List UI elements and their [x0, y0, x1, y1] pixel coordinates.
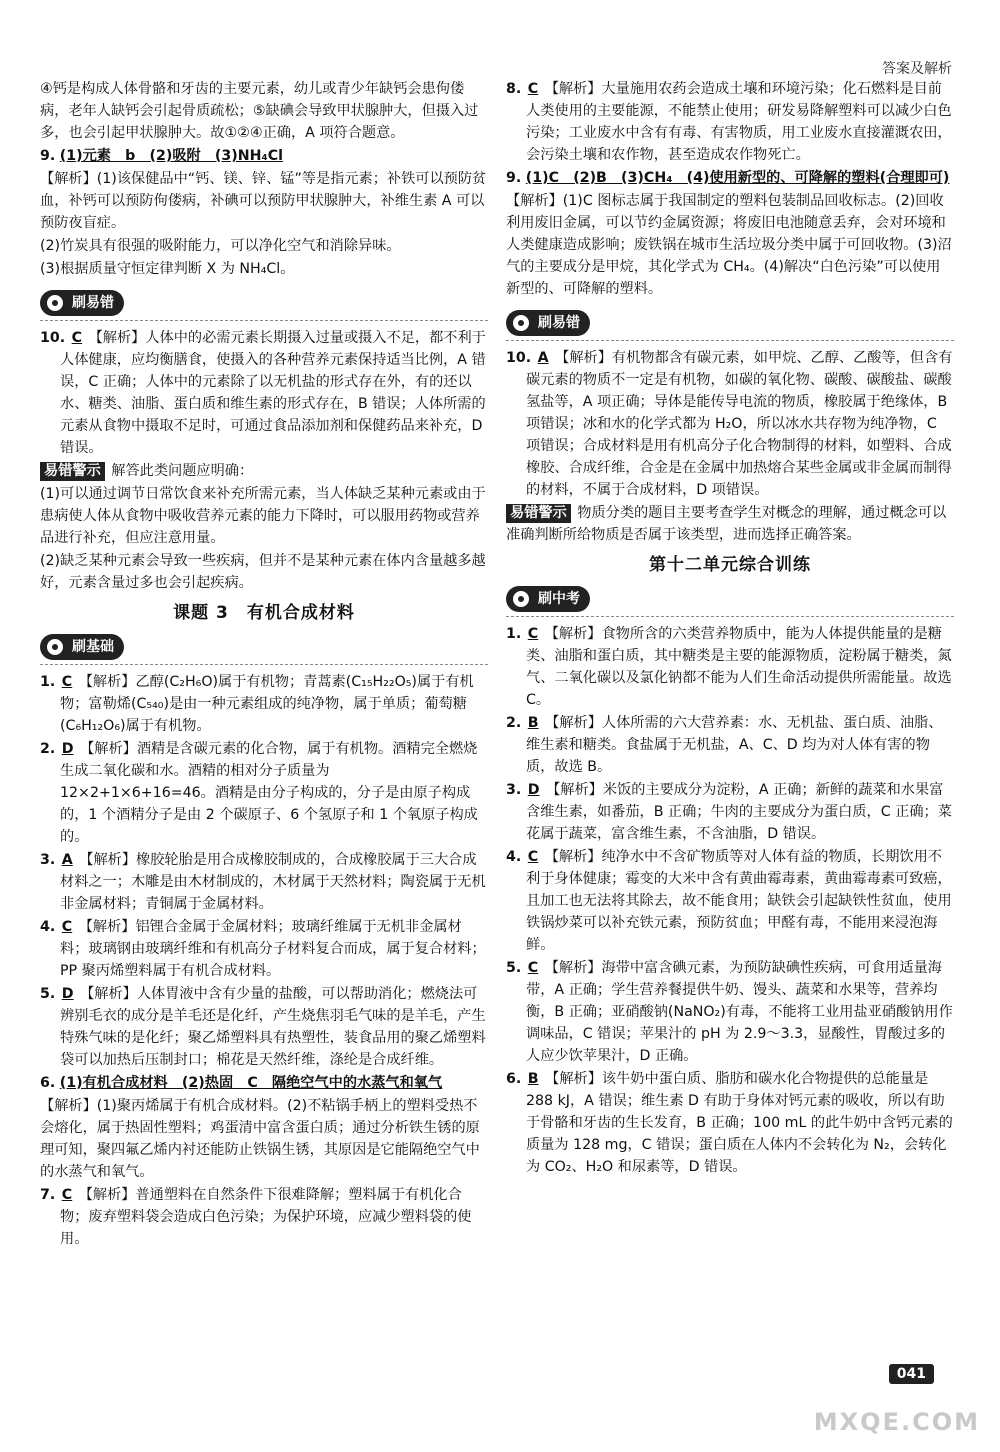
- section-banner: [40, 630, 488, 665]
- banner-label: 刷易错: [72, 295, 114, 311]
- answer-6: [40, 1072, 488, 1094]
- answer-key: (1)C (2)B (3)CH₄ (4)使用新型的、可降解的塑料(合理即可): [525, 170, 950, 186]
- answer-8: [506, 78, 954, 166]
- answer-key: C: [61, 1187, 73, 1203]
- warning-text: 解答此类问题应明确：: [111, 463, 254, 479]
- answer-number: 1.: [506, 626, 522, 642]
- warning-point: (2)缺乏某种元素会导致一些疾病，但并不是某种元素在体内含量越多越好，元素含量过多也会引起疾病。: [40, 553, 486, 591]
- answer-key: A: [61, 852, 73, 868]
- answer-10: [40, 327, 488, 459]
- answer-number: 8.: [506, 81, 522, 97]
- answer-10: [506, 347, 954, 501]
- answer-2: [40, 738, 488, 848]
- answer-6: [506, 1068, 954, 1178]
- warning-text: 物质分类的题目主要考查学生对概念的理解，通过概念可以准确判断所给物质是否属于该类型，进而选择正确答案。: [506, 505, 947, 543]
- answer-text: 【解析】食物所含的六类营养物质中，能为人体提供能量的是糖类、油脂和蛋白质，其中糖类是主要的能源物质，淀粉属于糖类，氮气、二氧化碳以及氯化钠都不能为人们生命活动提供所需能量。故选 C。: [526, 626, 952, 708]
- answer-number: 7.: [40, 1187, 56, 1203]
- warning-tag: 易错警示: [40, 462, 105, 481]
- banner-badge: [506, 586, 590, 612]
- banner-label: 刷易错: [538, 315, 580, 331]
- watermark: MXQE.COM: [813, 1408, 980, 1436]
- analysis-paragraph: 【解析】(1)聚丙烯属于有机合成材料。(2)不粘锅手柄上的塑料受热不会熔化，属于热固性塑料；鸡蛋清中富含蛋白质；通过分析铁生锈的原理可知，聚四氟乙烯内衬还能防止铁锅生锈，其原因是它能隔绝空气中的水蒸气和氧气。: [40, 1098, 480, 1180]
- answer-number: 9.: [506, 170, 522, 186]
- answer-key: C: [527, 81, 539, 97]
- answer-5: [506, 957, 954, 1067]
- page-number: 041: [889, 1364, 934, 1384]
- answer-number: 3.: [40, 852, 56, 868]
- answer-9: [506, 167, 954, 189]
- banner-badge: [506, 310, 590, 336]
- section-title: 课题 3 有机合成材料: [173, 603, 355, 623]
- answer-text: 【解析】人体胃液中含有少量的盐酸，可以帮助消化；燃烧法可辨别毛衣的成分是羊毛还是化纤，产生烧焦羽毛气味的是羊毛，产生特殊气味的是化纤；聚乙烯塑料具有热塑性，装食品用的聚乙烯塑料袋可以加热后压制封口；棉花是天然纤维，涤纶是合成纤维。: [60, 986, 486, 1068]
- section-banner: [40, 286, 488, 321]
- answer-key: C: [527, 849, 539, 865]
- answer-9: [40, 145, 488, 167]
- answer-text: 【解析】人体所需的六大营养素：水、无机盐、蛋白质、油脂、维生素和糖类。食盐属于无机盐，A、C、D 均为对人体有害的物质，故选 B。: [526, 715, 943, 775]
- answer-3: [506, 779, 954, 845]
- answer-text: 【解析】纯净水中不含矿物质等对人体有益的物质，长期饮用不利于身体健康；霉变的大米中含有黄曲霉毒素，黄曲霉毒素可致癌，且加工也无法将其除去，故不能食用；缺铁会引起缺铁性贫血，使用铁锅炒菜可以补充铁元素，预防贫血；甲醛有毒，不能用来浸泡海鲜。: [526, 849, 952, 953]
- answer-key: A: [537, 350, 549, 366]
- answer-key: D: [61, 986, 74, 1002]
- warning-block: [506, 502, 954, 546]
- answer-key: C: [71, 330, 83, 346]
- answer-number: 2.: [40, 741, 56, 757]
- answer-text: 【解析】铝锂合金属于金属材料；玻璃纤维属于无机非金属材料；玻璃钢由玻璃纤维和有机高分子材料复合而成，属于复合材料；PP 聚丙烯塑料属于有机合成材料。: [60, 919, 486, 979]
- analysis-paragraph: 【解析】(1)C 图标志属于我国制定的塑料包装制品回收标志。(2)回收利用废旧金属，可以节约金属资源；将废旧电池随意丢弃，会对环境和人类健康造成影响；废铁锅在城市生活垃圾分类中属于可回收物。(3)沼气的主要成分是甲烷，其化学式为 CH₄。(4)解决“白色污染”可以使用新型的、可降解的塑料。: [506, 193, 952, 297]
- banner-badge: [40, 634, 124, 660]
- answer-number: 3.: [506, 782, 522, 798]
- answer-text: 【解析】该牛奶中蛋白质、脂肪和碳水化合物提供的总能量是 288 kJ，A 错误；维生素 D 有助于身体对钙元素的吸收，所以有助于骨骼和牙齿的生长发育，B 正确；100 mL 的此牛奶中含钙元素的质量为 128 mg，C 错误；蛋白质在人体内不会转化为 N₂，会转化为 CO₂、H₂O 和尿素等，D 错误。: [526, 1071, 953, 1175]
- answer-number: 4.: [40, 919, 56, 935]
- answer-text: 【解析】乙醇(C₂H₆O)属于有机物；青蒿素(C₁₅H₂₂O₅)属于有机物；富勒烯(C₅₄₀)是由一种元素组成的纯净物，属于单质；葡萄糖(C₆H₁₂O₆)属于有机物。: [60, 674, 474, 734]
- answer-text: 【解析】有机物都含有碳元素，如甲烷、乙醇、乙酸等，但含有碳元素的物质不一定是有机物，如碳的氧化物、碳酸、碳酸盐、碳酸氢盐等，A 项正确；导体是能传导电流的物质，橡胶属于绝缘体，B 项错误；冰和水的化学式都为 H₂O，所以冰水共存物为纯净物，C 项错误；合成材料是用有机高分子化合物制得的材料，如塑料、合成橡胶、合成纤维，合金是在金属中加热熔合某些金属或非金属而制得的材料，不属于合成材料，D 项错误。: [526, 350, 953, 498]
- answer-key: C: [527, 960, 539, 976]
- answer-number: 5.: [40, 986, 56, 1002]
- answer-number: 2.: [506, 715, 522, 731]
- answer-7: [40, 1184, 488, 1250]
- answer-key: (1)有机合成材料 (2)热固 C 隔绝空气中的水蒸气和氧气: [59, 1075, 443, 1091]
- answer-key: B: [527, 1071, 539, 1087]
- answer-number: 9.: [40, 148, 56, 164]
- section-title: 第十二单元综合训练: [649, 555, 811, 575]
- warning-block: [40, 460, 488, 482]
- wheel-icon: [510, 588, 532, 610]
- analysis-paragraph: 【解析】(1)该保健品中“钙、镁、锌、锰”等是指元素；补铁可以预防贫血，补钙可以预防佝偻病，补碘可以预防甲状腺肿大，补维生素 A 可以预防夜盲症。: [40, 171, 487, 231]
- answer-3: [40, 849, 488, 915]
- answer-number: 10.: [40, 330, 66, 346]
- answer-number: 6.: [506, 1071, 522, 1087]
- answer-key: D: [527, 782, 540, 798]
- analysis-paragraph: (3)根据质量守恒定律判断 X 为 NH₄Cl。: [40, 261, 295, 277]
- wheel-icon: [44, 292, 66, 314]
- intro-paragraph: ④钙是构成人体骨骼和牙齿的主要元素，幼儿或青少年缺钙会患佝偻病，老年人缺钙会引起骨质疏松；⑤缺碘会导致甲状腺肿大，但摄入过多，也会引起甲状腺肿大。故①②④正确，A 项符合题意。: [40, 81, 479, 141]
- answer-text: 【解析】米饭的主要成分为淀粉，A 正确；新鲜的蔬菜和水果富含维生素，如番茄，B 正确；牛肉的主要成分为蛋白质，C 正确；菜花属于蔬菜，富含维生素，不含油脂，D 错误。: [526, 782, 952, 842]
- answer-number: 6.: [40, 1075, 56, 1091]
- answer-key: (1)元素 b (2)吸附 (3)NH₄Cl: [59, 148, 284, 164]
- answer-key: C: [61, 674, 73, 690]
- answer-text: 【解析】人体中的必需元素长期摄入过量或摄入不足，都不利于人体健康，应均衡膳食，使摄入的各种营养元素保持适当比例，A 错误，C 正确；人体中的元素除了以无机盐的形式存在外，有的还以水、糖类、油脂、蛋白质和维生素的形式存在，B 错误；人体所需的元素从食物中摄取不足时，可通过食品添加剂和保健药品来补充，D 错误。: [60, 330, 486, 456]
- answer-1: [506, 623, 954, 711]
- section-banner: [506, 582, 954, 617]
- answer-number: 1.: [40, 674, 56, 690]
- answer-number: 5.: [506, 960, 522, 976]
- right-column: [506, 78, 954, 1179]
- banner-label: 刷中考: [538, 591, 580, 607]
- answer-4: [506, 846, 954, 956]
- answer-key: C: [61, 919, 73, 935]
- section-banner: [506, 306, 954, 341]
- answer-key: B: [527, 715, 539, 731]
- answer-key: D: [61, 741, 74, 757]
- wheel-icon: [44, 636, 66, 658]
- answer-number: 10.: [506, 350, 532, 366]
- answer-1: [40, 671, 488, 737]
- left-column: [40, 78, 488, 1251]
- answer-text: 【解析】大量施用农药会造成土壤和环境污染；化石燃料是目前人类使用的主要能源，不能禁止使用；研发易降解塑料可以减少白色污染；工业废水中含有有毒、有害物质，用工业废水直接灌溉农田，会污染土壤和农作物，甚至造成农作物死亡。: [526, 81, 952, 163]
- warning-point: (1)可以通过调节日常饮食来补充所需元素，当人体缺乏某种元素或由于患病使人体从食物中吸收营养元素的能力下降时，可以服用药物或营养品进行补充，但应注意用量。: [40, 486, 486, 546]
- wheel-icon: [510, 312, 532, 334]
- answer-number: 4.: [506, 849, 522, 865]
- answer-5: [40, 983, 488, 1071]
- answer-text: 【解析】普通塑料在自然条件下很难降解；塑料属于有机化合物；废弃塑料袋会造成白色污染；为保护环境，应减少塑料袋的使用。: [60, 1187, 472, 1247]
- answer-text: 【解析】酒精是含碳元素的化合物，属于有机物。酒精完全燃烧生成二氧化碳和水。酒精的相对分子质量为 12×2+1×6+16=46。酒精是由分子构成的，分子是由原子构成的，1 个酒精分子是由 2 个碳原子、6 个氢原子和 1 个氧原子构成的。: [60, 741, 478, 845]
- page-header-title: 答案及解析: [882, 61, 952, 77]
- analysis-paragraph: (2)竹炭具有很强的吸附能力，可以净化空气和消除异味。: [40, 238, 401, 254]
- answer-key: C: [527, 626, 539, 642]
- warning-tag: 易错警示: [506, 504, 571, 523]
- answer-text: 【解析】海带中富含碘元素，为预防缺碘性疾病，可食用适量海带，A 正确；学生营养餐提供牛奶、馒头、蔬菜和水果等，营养均衡，B 正确；亚硝酸钠(NaNO₂)有毒，不能将工业用盐亚硝酸钠用作调味品，C 错误；苹果汁的 pH 为 2.9～3.3，显酸性，胃酸过多的人应少饮苹果汁，D 正确。: [526, 960, 953, 1064]
- answer-2: [506, 712, 954, 778]
- banner-label: 刷基础: [72, 639, 114, 655]
- banner-badge: [40, 290, 124, 316]
- answer-text: 【解析】橡胶轮胎是用合成橡胶制成的，合成橡胶属于三大合成材料之一；木雕是由木材制成的，木材属于天然材料；陶瓷属于无机非金属材料；青铜属于金属材料。: [60, 852, 486, 912]
- answer-4: [40, 916, 488, 982]
